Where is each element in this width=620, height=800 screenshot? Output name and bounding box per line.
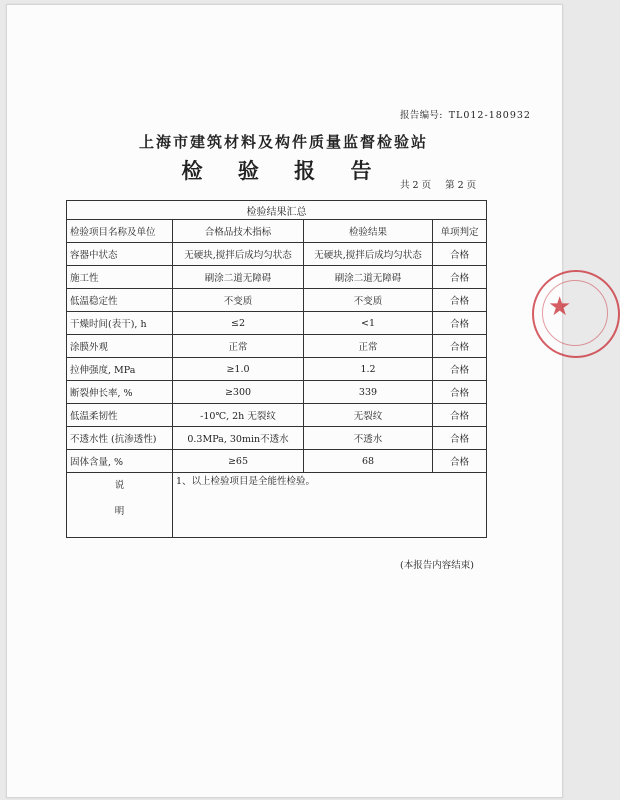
- page-title: 检 验 报 告: [181, 159, 386, 183]
- cell-verdict: 合格: [433, 312, 487, 335]
- column-header-item: 检验项目名称及单位: [67, 220, 173, 243]
- table-row: [67, 427, 487, 450]
- cell-item: 断裂伸长率, %: [67, 381, 173, 404]
- cell-verdict: 合格: [433, 450, 487, 473]
- cell-result: 刷涂二道无障碍: [304, 266, 433, 289]
- current-page: 第 2 页: [445, 180, 477, 191]
- cell-verdict: 合格: [433, 427, 487, 450]
- report-number: [400, 107, 531, 121]
- cell-item: 容器中状态: [67, 243, 173, 266]
- report-number-label: 报告编号:: [400, 110, 443, 121]
- cell-verdict: 合格: [433, 289, 487, 312]
- column-header-result: 检验结果: [304, 220, 433, 243]
- cell-verdict: 合格: [433, 266, 487, 289]
- official-seal: [532, 270, 620, 358]
- cell-spec: -10℃, 2h 无裂纹: [173, 404, 304, 427]
- total-pages: 共 2 页: [400, 180, 432, 191]
- column-header-spec: 合格品技术指标: [173, 220, 304, 243]
- table-row: [67, 312, 487, 335]
- seal-star-icon: ★: [548, 292, 572, 322]
- cell-result: 无裂纹: [304, 404, 433, 427]
- report-number-value: TL012-180932: [448, 110, 531, 121]
- organization-name: 上海市建筑材料及构件质量监督检验站: [138, 133, 428, 151]
- table-row: [67, 266, 487, 289]
- cell-spec: 不变质: [173, 289, 304, 312]
- cell-item: 低温柔韧性: [67, 404, 173, 427]
- cell-verdict: 合格: [433, 243, 487, 266]
- table-caption: 检验结果汇总: [67, 201, 487, 220]
- cell-item: 拉伸强度, MPa: [67, 358, 173, 381]
- cell-item: 施工性: [67, 266, 173, 289]
- remarks-row: [67, 473, 487, 538]
- table-caption-row: [67, 201, 487, 220]
- column-header-verdict: 单项判定: [433, 220, 487, 243]
- cell-result: 不变质: [304, 289, 433, 312]
- cell-spec: 刷涂二道无障碍: [173, 266, 304, 289]
- cell-result: 1.2: [304, 358, 433, 381]
- cell-spec: ≥1.0: [173, 358, 304, 381]
- cell-result: 68: [304, 450, 433, 473]
- cell-verdict: 合格: [433, 358, 487, 381]
- table-row: [67, 381, 487, 404]
- cell-verdict: 合格: [433, 335, 487, 358]
- cell-verdict: 合格: [433, 381, 487, 404]
- cell-result: 无硬块,搅拌后成均匀状态: [304, 243, 433, 266]
- remarks-text: 1、以上检验项目是全能性检验。: [173, 473, 487, 538]
- cell-item: 低温稳定性: [67, 289, 173, 312]
- cell-item: 干燥时间(表干), h: [67, 312, 173, 335]
- table-row: [67, 243, 487, 266]
- table-row: [67, 450, 487, 473]
- cell-result: <1: [304, 312, 433, 335]
- cell-spec: 无硬块,搅拌后成均匀状态: [173, 243, 304, 266]
- cell-result: 正常: [304, 335, 433, 358]
- table-row: [67, 289, 487, 312]
- table-header-row: [67, 220, 487, 243]
- cell-item: 固体含量, %: [67, 450, 173, 473]
- results-table: [66, 200, 487, 538]
- cell-spec: ≥65: [173, 450, 304, 473]
- cell-spec: 正常: [173, 335, 304, 358]
- page-count: [400, 177, 490, 191]
- remarks-label-char-2: 明: [114, 506, 125, 517]
- remarks-label-char-1: 说: [114, 480, 125, 491]
- cell-item: 不透水性 (抗渗透性): [67, 427, 173, 450]
- cell-spec: 0.3MPa, 30min不透水: [173, 427, 304, 450]
- end-note: (本报告内容结束): [400, 560, 474, 571]
- cell-spec: ≤2: [173, 312, 304, 335]
- cell-result: 339: [304, 381, 433, 404]
- table-row: [67, 335, 487, 358]
- cell-item: 涂膜外观: [67, 335, 173, 358]
- remarks-label: [67, 473, 173, 538]
- cell-result: 不透水: [304, 427, 433, 450]
- cell-spec: ≥300: [173, 381, 304, 404]
- cell-verdict: 合格: [433, 404, 487, 427]
- table-row: [67, 358, 487, 381]
- table-row: [67, 404, 487, 427]
